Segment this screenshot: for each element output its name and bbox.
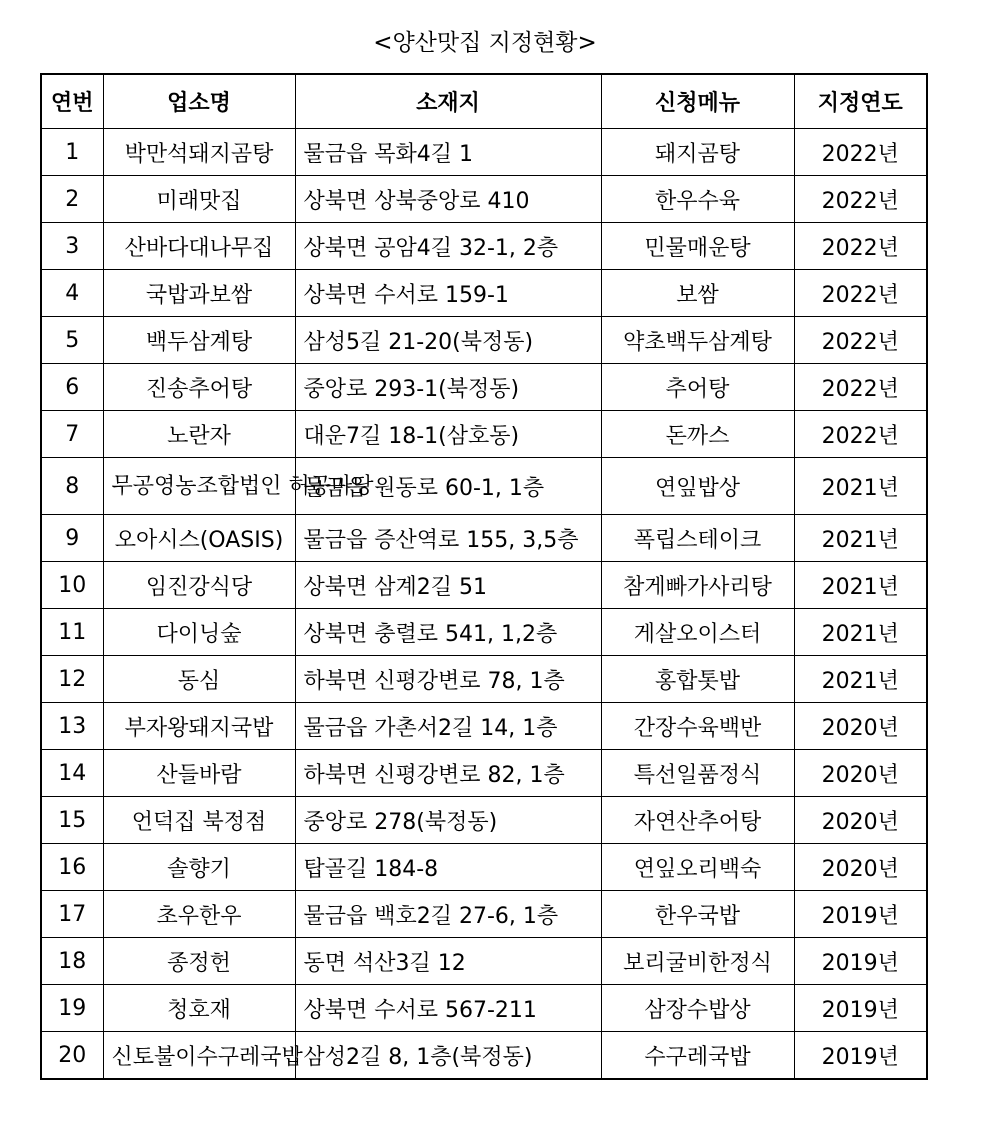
table-row (41, 938, 927, 985)
cell-year: 2020년 (794, 844, 927, 891)
cell-name: 임진강식당 (103, 562, 295, 609)
cell-number: 2 (41, 176, 103, 223)
column-header-year: 지정연도 (794, 74, 927, 129)
cell-menu: 자연산추어탕 (601, 797, 794, 844)
table-row (41, 609, 927, 656)
cell-menu: 간장수육백반 (601, 703, 794, 750)
cell-name: 동심 (103, 656, 295, 703)
cell-name: 부자왕돼지국밥 (103, 703, 295, 750)
table-row (41, 270, 927, 317)
cell-number: 5 (41, 317, 103, 364)
table-row (41, 750, 927, 797)
cell-year: 2021년 (794, 562, 927, 609)
cell-menu: 연잎밥상 (601, 458, 794, 515)
cell-year: 2021년 (794, 656, 927, 703)
cell-number: 19 (41, 985, 103, 1032)
cell-menu: 민물매운탕 (601, 223, 794, 270)
cell-menu: 연잎오리백숙 (601, 844, 794, 891)
cell-year: 2022년 (794, 270, 927, 317)
table-row (41, 985, 927, 1032)
cell-name: 오아시스(OASIS) (103, 515, 295, 562)
cell-menu: 수구레국밥 (601, 1032, 794, 1080)
cell-address: 탑골길 184-8 (295, 844, 601, 891)
document-title: <양산맛집 지정현황> (373, 30, 597, 56)
cell-name: 진송추어탕 (103, 364, 295, 411)
cell-number: 18 (41, 938, 103, 985)
cell-year: 2022년 (794, 176, 927, 223)
cell-menu: 돈까스 (601, 411, 794, 458)
table-header-row (41, 74, 927, 129)
cell-name: 국밥과보쌈 (103, 270, 295, 317)
cell-address: 물금읍 백호2길 27-6, 1층 (295, 891, 601, 938)
cell-year: 2020년 (794, 797, 927, 844)
restaurant-designation-table (40, 73, 928, 1080)
column-header-address: 소재지 (295, 74, 601, 129)
table-row (41, 364, 927, 411)
cell-menu: 홍합톳밥 (601, 656, 794, 703)
table-row (41, 129, 927, 176)
table-row (41, 562, 927, 609)
cell-address: 하북면 신평강변로 78, 1층 (295, 656, 601, 703)
cell-menu: 폭립스테이크 (601, 515, 794, 562)
cell-year: 2020년 (794, 750, 927, 797)
cell-name: 박만석돼지곰탕 (103, 129, 295, 176)
cell-address: 대운7길 18-1(삼호동) (295, 411, 601, 458)
cell-menu: 삼장수밥상 (601, 985, 794, 1032)
cell-name: 초우한우 (103, 891, 295, 938)
cell-address: 삼성2길 8, 1층(북정동) (295, 1032, 601, 1080)
cell-number: 4 (41, 270, 103, 317)
cell-address: 물금읍 가촌서2길 14, 1층 (295, 703, 601, 750)
cell-address: 하북면 신평강변로 82, 1층 (295, 750, 601, 797)
table-row (41, 844, 927, 891)
table-row (41, 703, 927, 750)
cell-menu: 약초백두삼계탕 (601, 317, 794, 364)
table-row (41, 317, 927, 364)
cell-year: 2021년 (794, 458, 927, 515)
cell-menu: 보리굴비한정식 (601, 938, 794, 985)
cell-name: 언덕집 북정점 (103, 797, 295, 844)
column-header-name: 업소명 (103, 74, 295, 129)
table-row (41, 1032, 927, 1080)
cell-number: 14 (41, 750, 103, 797)
cell-address: 물금읍 원동로 60-1, 1층 (295, 458, 601, 515)
cell-year: 2022년 (794, 364, 927, 411)
cell-number: 7 (41, 411, 103, 458)
cell-number: 1 (41, 129, 103, 176)
cell-address: 삼성5길 21-20(북정동) (295, 317, 601, 364)
cell-menu: 한우수육 (601, 176, 794, 223)
cell-number: 3 (41, 223, 103, 270)
cell-year: 2022년 (794, 129, 927, 176)
cell-menu: 추어탕 (601, 364, 794, 411)
cell-address: 상북면 삼계2길 51 (295, 562, 601, 609)
cell-address: 상북면 수서로 159-1 (295, 270, 601, 317)
cell-menu: 참게빠가사리탕 (601, 562, 794, 609)
cell-menu: 한우국밥 (601, 891, 794, 938)
cell-number: 9 (41, 515, 103, 562)
cell-address: 동면 석산3길 12 (295, 938, 601, 985)
cell-year: 2021년 (794, 515, 927, 562)
cell-number: 15 (41, 797, 103, 844)
cell-name: 다이닝숲 (103, 609, 295, 656)
cell-address: 중앙로 278(북정동) (295, 797, 601, 844)
table-row (41, 223, 927, 270)
cell-address: 물금읍 목화4길 1 (295, 129, 601, 176)
cell-address: 상북면 공암4길 32-1, 2층 (295, 223, 601, 270)
cell-year: 2021년 (794, 609, 927, 656)
cell-address: 물금읍 증산역로 155, 3,5층 (295, 515, 601, 562)
cell-menu: 보쌈 (601, 270, 794, 317)
cell-year: 2019년 (794, 1032, 927, 1080)
cell-menu: 특선일품정식 (601, 750, 794, 797)
cell-name: 무공영농조합법인 허공마당 (103, 458, 295, 515)
cell-number: 12 (41, 656, 103, 703)
cell-number: 13 (41, 703, 103, 750)
cell-year: 2019년 (794, 985, 927, 1032)
table-row (41, 176, 927, 223)
table-row (41, 656, 927, 703)
cell-name: 신토불이수구레국밥 (103, 1032, 295, 1080)
cell-year: 2019년 (794, 938, 927, 985)
cell-number: 11 (41, 609, 103, 656)
cell-number: 17 (41, 891, 103, 938)
cell-address: 상북면 상북중앙로 410 (295, 176, 601, 223)
cell-menu: 돼지곰탕 (601, 129, 794, 176)
cell-number: 8 (41, 458, 103, 515)
table-row (41, 411, 927, 458)
cell-number: 20 (41, 1032, 103, 1080)
cell-address: 상북면 수서로 567-211 (295, 985, 601, 1032)
column-header-menu: 신청메뉴 (601, 74, 794, 129)
table-row (41, 458, 927, 515)
column-header-number: 연번 (41, 74, 103, 129)
cell-year: 2022년 (794, 223, 927, 270)
cell-number: 10 (41, 562, 103, 609)
cell-number: 16 (41, 844, 103, 891)
cell-menu: 게살오이스터 (601, 609, 794, 656)
cell-name: 청호재 (103, 985, 295, 1032)
table-row (41, 797, 927, 844)
cell-year: 2020년 (794, 703, 927, 750)
cell-address: 중앙로 293-1(북정동) (295, 364, 601, 411)
cell-name: 산바다대나무집 (103, 223, 295, 270)
cell-name: 종정헌 (103, 938, 295, 985)
table-row (41, 515, 927, 562)
cell-address: 상북면 충렬로 541, 1,2층 (295, 609, 601, 656)
cell-year: 2019년 (794, 891, 927, 938)
cell-year: 2022년 (794, 317, 927, 364)
cell-name: 노란자 (103, 411, 295, 458)
cell-year: 2022년 (794, 411, 927, 458)
cell-name: 백두삼계탕 (103, 317, 295, 364)
cell-number: 6 (41, 364, 103, 411)
cell-name: 솔향기 (103, 844, 295, 891)
cell-name: 미래맛집 (103, 176, 295, 223)
cell-name: 산들바람 (103, 750, 295, 797)
table-row (41, 891, 927, 938)
